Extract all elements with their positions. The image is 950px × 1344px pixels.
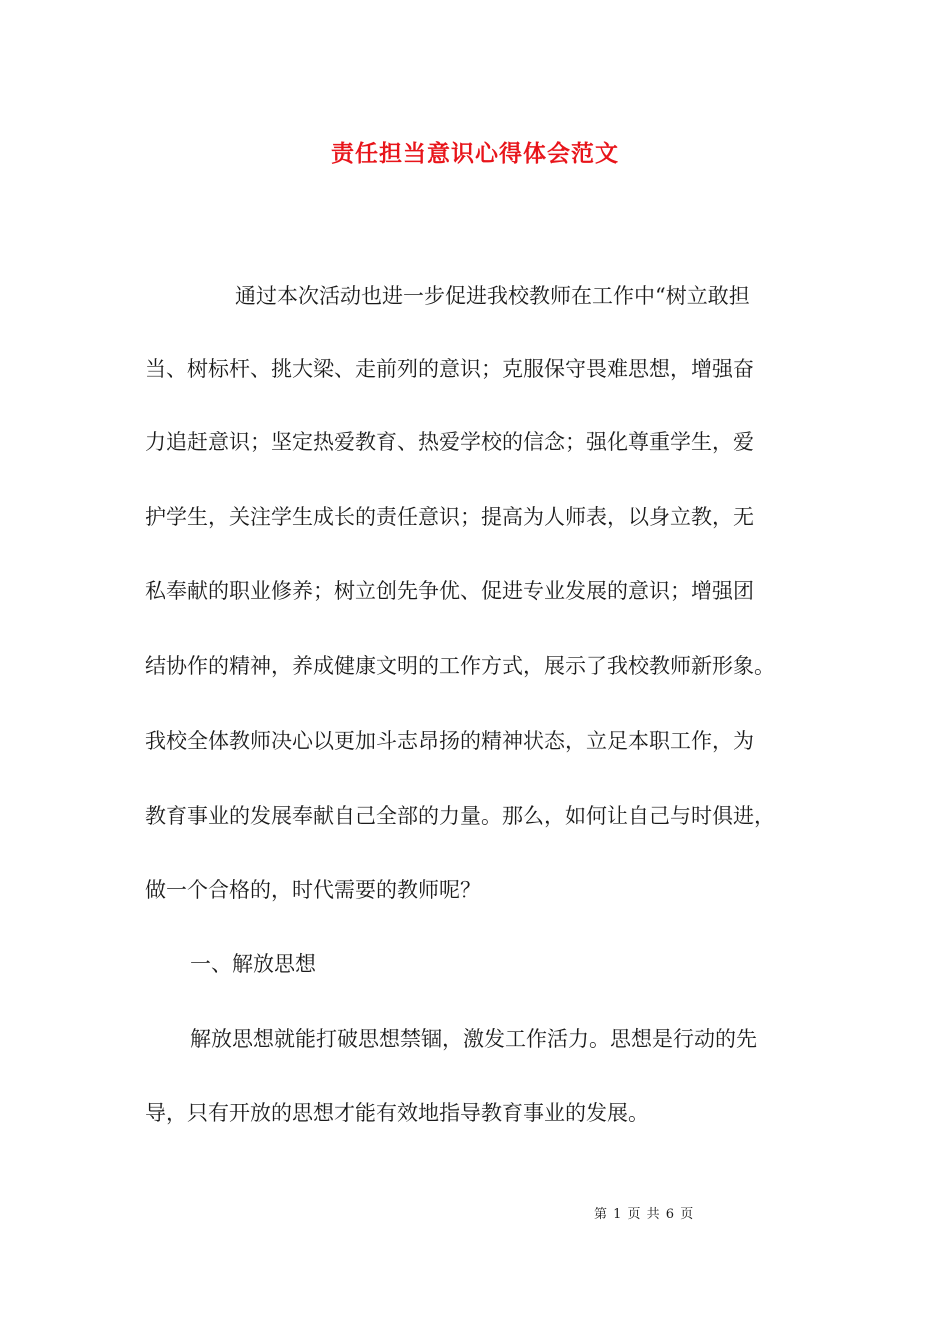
paragraph-line: 解放思想就能打破思想禁锢，激发工作活力。思想是行动的先 [190, 1027, 757, 1051]
paragraph-line: 结协作的精神，养成健康文明的工作方式，展示了我校教师新形象。 [145, 654, 775, 678]
paragraph-line: 我校全体教师决心以更加斗志昂扬的精神状态，立足本职工作，为 [145, 729, 754, 753]
page-number-footer: 第 1 页 共 6 页 [594, 1207, 694, 1222]
paragraph-line: 教育事业的发展奉献自己全部的力量。那么，如何让自己与时俱进， [145, 804, 775, 828]
paragraph-line: 导，只有开放的思想才能有效地指导教育事业的发展。 [145, 1101, 649, 1125]
paragraph-line: 当、树标杆、挑大梁、走前列的意识；克服保守畏难思想，增强奋 [145, 357, 754, 381]
section-heading: 一、解放思想 [190, 952, 316, 976]
paragraph-line: 通过本次活动也进一步促进我校教师在工作中“树立敢担 [235, 284, 750, 308]
paragraph-line: 力追赶意识；坚定热爱教育、热爱学校的信念；强化尊重学生，爱 [145, 430, 754, 454]
paragraph-line: 护学生，关注学生成长的责任意识；提高为人师表，以身立教，无 [145, 505, 754, 529]
document-title: 责任担当意识心得体会范文 [331, 140, 619, 167]
paragraph-line: 做一个合格的，时代需要的教师呢？ [145, 878, 481, 902]
paragraph-line: 私奉献的职业修养；树立创先争优、促进专业发展的意识；增强团 [145, 579, 754, 603]
